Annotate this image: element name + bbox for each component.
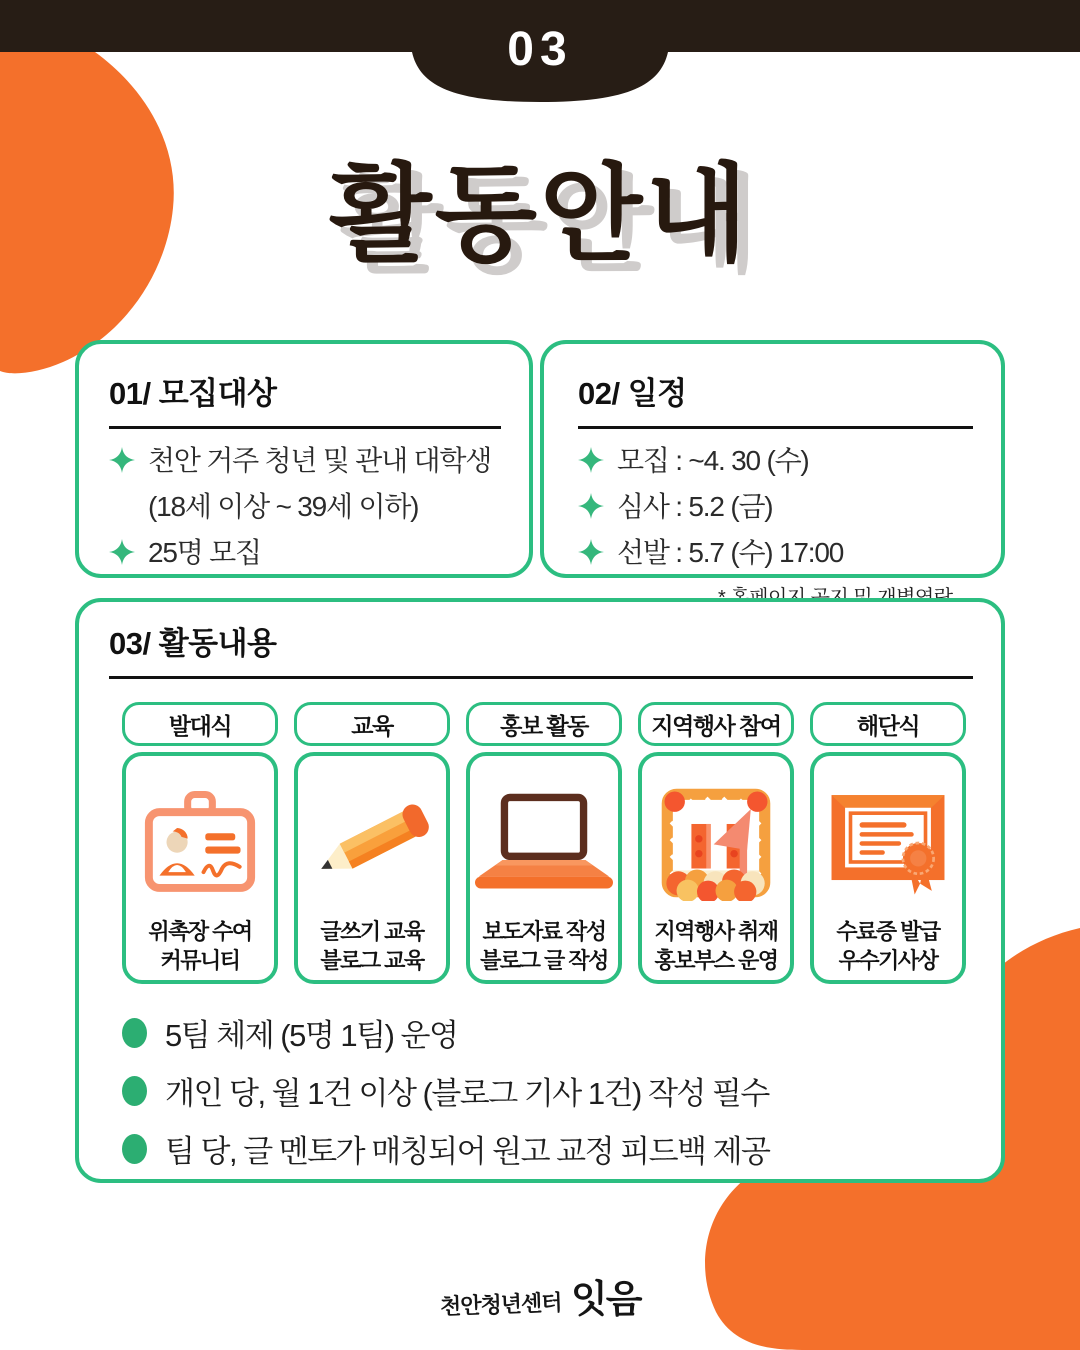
schedule-item-2 bbox=[578, 489, 973, 526]
sparkle-icon bbox=[578, 539, 604, 565]
card-recruit bbox=[75, 340, 533, 578]
activity-caption: 지역행사 취재 홍보부스 운영 bbox=[654, 919, 778, 973]
card-schedule bbox=[540, 340, 1005, 578]
certificate-icon bbox=[827, 789, 949, 897]
activity-caption: 위촉장 수여 커뮤니티 bbox=[148, 919, 252, 973]
activity-column-local-events bbox=[638, 702, 794, 984]
recruit-item-2 bbox=[148, 489, 501, 526]
activity-caption: 수료증 발급 우수기사상 bbox=[836, 919, 940, 973]
bullet-dot-icon bbox=[122, 1076, 147, 1106]
footer-logo-mark: 잇음 bbox=[571, 1279, 641, 1321]
note-row bbox=[122, 1126, 972, 1171]
activity-column-launch bbox=[122, 702, 278, 984]
activity-caption: 보도자료 작성 블로그 글 작성 bbox=[480, 919, 608, 973]
recruit-item-1-text: 천안 거주 청년 및 관내 대학생 bbox=[148, 445, 492, 476]
schedule-item-2-text: 심사 : 5.2 (금) bbox=[617, 490, 773, 522]
card-activities-heading: 03/ 활동내용 bbox=[109, 618, 973, 679]
note-text: 팀 당, 글 멘토가 매칭되어 원고 교정 피드백 제공 bbox=[165, 1134, 770, 1169]
id-card-icon bbox=[141, 791, 259, 895]
recruit-item-2-text: (18세 이상 ~ 39세 이하) bbox=[148, 490, 419, 522]
footer-org-name: 천안청년센터 bbox=[439, 1289, 562, 1320]
recruit-item-3 bbox=[109, 535, 501, 572]
activity-notes bbox=[122, 1010, 972, 1184]
note-text: 5팀 체제 (5명 1팀) 운영 bbox=[165, 1018, 458, 1053]
note-row bbox=[122, 1068, 972, 1113]
card-activities bbox=[75, 598, 1005, 1183]
activity-icon-box bbox=[810, 752, 966, 984]
recruit-item-3-text: 25명 모집 bbox=[148, 536, 261, 568]
event-booth-icon bbox=[658, 785, 774, 901]
activity-label-pill: 발대식 bbox=[122, 702, 278, 746]
sparkle-icon bbox=[578, 493, 604, 519]
activity-column-education bbox=[294, 702, 450, 984]
card-schedule-heading: 02/ 일정 bbox=[578, 368, 973, 429]
activity-label-pill: 지역행사 참여 bbox=[638, 702, 794, 746]
activity-label-pill: 해단식 bbox=[810, 702, 966, 746]
activity-label-pill: 교육 bbox=[294, 702, 450, 746]
sparkle-icon bbox=[109, 447, 135, 473]
activity-label-pill: 홍보 활동 bbox=[466, 702, 622, 746]
recruit-item-1 bbox=[109, 443, 501, 480]
card-recruit-heading: 01/ 모집대상 bbox=[109, 368, 501, 429]
activity-icon-box bbox=[294, 752, 450, 984]
bullet-dot-icon bbox=[122, 1018, 147, 1048]
section-number: 03 bbox=[507, 23, 573, 76]
sparkle-icon bbox=[578, 447, 604, 473]
activity-icon-box bbox=[122, 752, 278, 984]
activity-column-promotion bbox=[466, 702, 622, 984]
note-row bbox=[122, 1010, 972, 1055]
schedule-item-1-text: 모집 : ~4. 30 (수) bbox=[617, 445, 809, 476]
sparkle-icon bbox=[109, 539, 135, 565]
activity-caption: 글쓰기 교육 블로그 교육 bbox=[320, 919, 424, 973]
activity-icon-box bbox=[466, 752, 622, 984]
activity-column-closing bbox=[810, 702, 966, 984]
note-text: 개인 당, 월 1건 이상 (블로그 기사 1건) 작성 필수 bbox=[165, 1076, 769, 1111]
footer-logo bbox=[0, 1268, 1080, 1323]
bullet-dot-icon bbox=[122, 1134, 147, 1164]
laptop-icon bbox=[475, 790, 613, 896]
activity-icon-box bbox=[638, 752, 794, 984]
pencil-icon bbox=[307, 791, 437, 895]
schedule-item-3-text: 선발 : 5.7 (수) 17:00 bbox=[617, 536, 844, 568]
schedule-item-3 bbox=[578, 535, 973, 572]
schedule-item-1 bbox=[578, 443, 973, 480]
page-title: 활동안내 bbox=[329, 156, 751, 274]
